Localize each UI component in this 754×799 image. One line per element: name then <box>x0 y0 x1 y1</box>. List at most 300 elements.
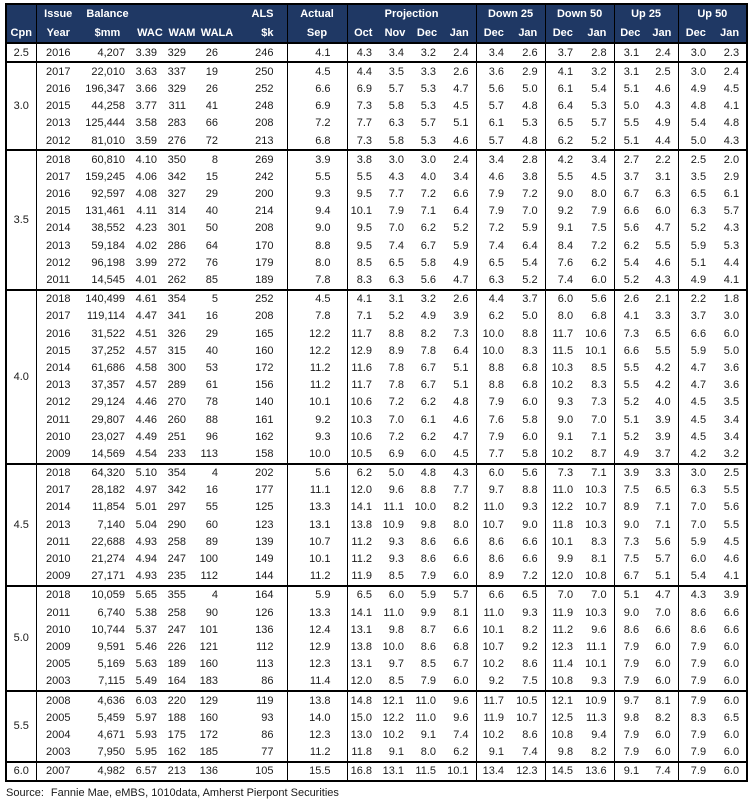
cell-actual-sep: 3.9 <box>287 150 347 168</box>
cell-wac: 4.10 <box>135 150 165 168</box>
cell-wala: 50 <box>199 220 235 237</box>
cell-actual-sep: 12.4 <box>287 621 347 638</box>
cell-wam: 354 <box>165 464 199 482</box>
table-row <box>6 550 747 567</box>
cell-wam: 355 <box>165 586 199 604</box>
header-up25-jan: Jan <box>646 23 678 43</box>
cell-year: 2008 <box>36 691 80 709</box>
cell-proj-jan: 4.7 <box>443 80 476 97</box>
cell-wala: 160 <box>199 656 235 673</box>
cell-proj-nov: 8.8 <box>379 325 411 342</box>
table-row <box>6 271 747 289</box>
cell-year: 2007 <box>36 762 80 781</box>
table-body <box>6 43 747 781</box>
cell-down25-dec: 5.6 <box>476 80 511 97</box>
cell-wac: 3.99 <box>135 254 165 271</box>
header-spacer <box>199 4 235 23</box>
cell-als-k: 165 <box>235 325 287 342</box>
cell-up25-jan: 5.5 <box>646 342 678 359</box>
cell-actual-sep: 12.3 <box>287 656 347 673</box>
cell-year: 2018 <box>36 586 80 604</box>
cell-balance-mm: 10,744 <box>80 621 135 638</box>
cell-wala: 61 <box>199 377 235 394</box>
cell-down50-dec: 3.7 <box>545 43 580 62</box>
header-proj-oct: Oct <box>347 23 379 43</box>
cell-wala: 29 <box>199 186 235 203</box>
cell-up25-dec: 3.1 <box>614 43 646 62</box>
cell-proj-nov: 10.9 <box>379 516 411 533</box>
cell-als-k: 242 <box>235 168 287 185</box>
cell-proj-dec: 8.7 <box>411 621 443 638</box>
cell-up50-jan: 5.3 <box>713 237 747 254</box>
cell-up25-jan: 4.6 <box>646 80 678 97</box>
cell-proj-dec: 6.2 <box>411 394 443 411</box>
cell-up25-jan: 4.4 <box>646 132 678 150</box>
cell-proj-jan: 6.4 <box>443 203 476 220</box>
cell-down50-jan: 3.2 <box>580 62 614 80</box>
cell-up25-jan: 3.3 <box>646 308 678 325</box>
cell-proj-oct: 10.6 <box>347 394 379 411</box>
table-row <box>6 325 747 342</box>
cell-down25-dec: 8.6 <box>476 550 511 567</box>
cell-up50-dec: 7.9 <box>678 762 713 781</box>
cell-balance-mm: 22,688 <box>80 533 135 550</box>
cell-up25-jan: 6.6 <box>646 621 678 638</box>
cell-wam: 341 <box>165 308 199 325</box>
cell-up25-jan: 4.2 <box>646 377 678 394</box>
cell-up25-jan: 6.0 <box>646 726 678 743</box>
cell-wam: 290 <box>165 516 199 533</box>
cell-up25-dec: 4.9 <box>614 445 646 463</box>
cell-wac: 3.59 <box>135 132 165 150</box>
cell-up25-dec: 8.6 <box>614 621 646 638</box>
cell-up50-dec: 7.9 <box>678 726 713 743</box>
cell-proj-oct: 6.9 <box>347 80 379 97</box>
cell-down50-dec: 6.2 <box>545 132 580 150</box>
cell-down50-jan: 10.1 <box>580 656 614 673</box>
cell-wala: 4 <box>199 586 235 604</box>
cell-up25-jan: 2.4 <box>646 43 678 62</box>
cell-balance-mm: 11,854 <box>80 499 135 516</box>
cell-proj-dec: 6.7 <box>411 237 443 254</box>
cell-down25-jan: 5.9 <box>511 220 545 237</box>
cell-balance-mm: 4,636 <box>80 691 135 709</box>
cell-down25-dec: 10.7 <box>476 516 511 533</box>
header-spacer <box>135 4 165 23</box>
header-projection: Projection <box>347 4 476 23</box>
cell-up50-jan: 3.5 <box>713 394 747 411</box>
cell-proj-nov: 8.5 <box>379 673 411 691</box>
cell-down50-jan: 10.1 <box>580 342 614 359</box>
header-balance: Balance <box>80 4 135 23</box>
cell-wac: 5.49 <box>135 673 165 691</box>
cell-down50-dec: 7.0 <box>545 586 580 604</box>
cell-up50-jan: 6.0 <box>713 726 747 743</box>
cell-proj-nov: 5.8 <box>379 98 411 115</box>
cell-down50-dec: 8.4 <box>545 237 580 254</box>
cell-wala: 136 <box>199 762 235 781</box>
cell-wac: 4.46 <box>135 394 165 411</box>
cell-up50-jan: 6.6 <box>713 604 747 621</box>
cell-year: 2014 <box>36 220 80 237</box>
cell-proj-oct: 12.0 <box>347 482 379 499</box>
cell-als-k: 126 <box>235 604 287 621</box>
cell-up50-dec: 4.7 <box>678 377 713 394</box>
cell-als-k: 140 <box>235 394 287 411</box>
cell-wac: 6.03 <box>135 691 165 709</box>
cell-balance-mm: 7,115 <box>80 673 135 691</box>
cell-balance-mm: 159,245 <box>80 168 135 185</box>
cell-proj-dec: 7.2 <box>411 186 443 203</box>
cell-up50-dec: 8.6 <box>678 604 713 621</box>
cell-down25-dec: 8.8 <box>476 359 511 376</box>
cell-down50-dec: 9.3 <box>545 394 580 411</box>
cell-up50-dec: 6.0 <box>678 550 713 567</box>
cell-up25-jan: 7.1 <box>646 499 678 516</box>
cell-cpn: 5.0 <box>6 586 36 691</box>
cell-down50-dec: 12.0 <box>545 568 580 586</box>
cell-down50-jan: 6.8 <box>580 308 614 325</box>
cell-down25-jan: 8.3 <box>511 342 545 359</box>
cell-als-k: 123 <box>235 516 287 533</box>
cell-down50-dec: 9.0 <box>545 411 580 428</box>
cell-wam: 272 <box>165 254 199 271</box>
cell-wam: 286 <box>165 237 199 254</box>
cell-proj-nov: 5.2 <box>379 308 411 325</box>
cell-proj-nov: 7.2 <box>379 394 411 411</box>
table-row <box>6 604 747 621</box>
cell-down50-jan: 10.7 <box>580 499 614 516</box>
cell-up50-dec: 4.9 <box>678 80 713 97</box>
cell-up50-jan: 5.5 <box>713 516 747 533</box>
cell-als-k: 77 <box>235 744 287 762</box>
cell-actual-sep: 13.1 <box>287 516 347 533</box>
cell-wam: 233 <box>165 445 199 463</box>
cell-down25-dec: 7.6 <box>476 411 511 428</box>
cell-down25-dec: 3.6 <box>476 62 511 80</box>
cell-up50-jan: 5.0 <box>713 342 747 359</box>
cell-proj-oct: 4.3 <box>347 43 379 62</box>
header-proj-jan: Jan <box>443 23 476 43</box>
cell-proj-oct: 10.5 <box>347 445 379 463</box>
cell-down50-dec: 9.8 <box>545 744 580 762</box>
table-row <box>6 428 747 445</box>
table-row <box>6 168 747 185</box>
cell-up50-jan: 2.5 <box>713 464 747 482</box>
cell-proj-dec: 7.9 <box>411 568 443 586</box>
cell-up25-jan: 4.7 <box>646 586 678 604</box>
cell-down50-jan: 5.7 <box>580 115 614 132</box>
cell-down25-dec: 10.0 <box>476 342 511 359</box>
cell-balance-mm: 44,258 <box>80 98 135 115</box>
cell-wala: 64 <box>199 237 235 254</box>
cell-proj-jan: 2.4 <box>443 43 476 62</box>
table-row <box>6 237 747 254</box>
cell-down25-jan: 6.0 <box>511 394 545 411</box>
cell-year: 2014 <box>36 499 80 516</box>
cell-wala: 40 <box>199 203 235 220</box>
cell-balance-mm: 125,444 <box>80 115 135 132</box>
cell-proj-jan: 4.5 <box>443 445 476 463</box>
prepayment-speeds-table <box>5 3 748 782</box>
cell-wam: 297 <box>165 499 199 516</box>
cell-wam: 283 <box>165 115 199 132</box>
cell-up50-jan: 2.3 <box>713 43 747 62</box>
cell-proj-jan: 6.8 <box>443 638 476 655</box>
cell-up50-dec: 3.0 <box>678 43 713 62</box>
cell-down50-dec: 10.3 <box>545 359 580 376</box>
cell-als-k: 158 <box>235 445 287 463</box>
cell-down50-jan: 6.2 <box>580 254 614 271</box>
cell-actual-sep: 10.1 <box>287 550 347 567</box>
cell-down50-dec: 10.2 <box>545 377 580 394</box>
cell-balance-mm: 4,671 <box>80 726 135 743</box>
cell-als-k: 214 <box>235 203 287 220</box>
cell-balance-mm: 29,124 <box>80 394 135 411</box>
cell-up50-dec: 5.4 <box>678 115 713 132</box>
table-row <box>6 568 747 586</box>
cell-als-k: 208 <box>235 115 287 132</box>
cell-actual-sep: 11.2 <box>287 568 347 586</box>
cell-wac: 4.93 <box>135 568 165 586</box>
cell-up50-jan: 4.8 <box>713 115 747 132</box>
header-wam: WAM <box>165 23 199 43</box>
cell-up25-dec: 9.7 <box>614 691 646 709</box>
cell-als-k: 136 <box>235 621 287 638</box>
cell-proj-jan: 4.9 <box>443 254 476 271</box>
cell-up50-dec: 4.9 <box>678 271 713 289</box>
cell-wala: 96 <box>199 428 235 445</box>
cell-wac: 4.47 <box>135 308 165 325</box>
cell-up50-jan: 2.0 <box>713 150 747 168</box>
cell-wam: 258 <box>165 533 199 550</box>
cell-up50-jan: 3.4 <box>713 411 747 428</box>
cell-actual-sep: 14.0 <box>287 709 347 726</box>
cell-year: 2017 <box>36 168 80 185</box>
cell-up50-jan: 3.6 <box>713 359 747 376</box>
cell-proj-oct: 5.5 <box>347 168 379 185</box>
cell-proj-dec: 3.0 <box>411 150 443 168</box>
header-up50-dec: Dec <box>678 23 713 43</box>
table-row <box>6 290 747 308</box>
cell-proj-nov: 8.5 <box>379 568 411 586</box>
cell-up50-dec: 7.0 <box>678 499 713 516</box>
cell-wam: 188 <box>165 709 199 726</box>
cell-proj-oct: 9.5 <box>347 220 379 237</box>
table-row <box>6 359 747 376</box>
cell-proj-oct: 13.1 <box>347 621 379 638</box>
cell-wam: 175 <box>165 726 199 743</box>
cell-year: 2013 <box>36 115 80 132</box>
cell-wala: 112 <box>199 568 235 586</box>
cell-proj-nov: 8.9 <box>379 342 411 359</box>
cell-als-k: 246 <box>235 43 287 62</box>
cell-proj-oct: 14.1 <box>347 499 379 516</box>
cell-down25-jan: 8.8 <box>511 325 545 342</box>
table-row <box>6 499 747 516</box>
cell-down25-dec: 7.9 <box>476 186 511 203</box>
cell-als-k: 250 <box>235 62 287 80</box>
cell-proj-nov: 7.0 <box>379 411 411 428</box>
cell-proj-dec: 8.8 <box>411 482 443 499</box>
cell-balance-mm: 21,274 <box>80 550 135 567</box>
cell-down50-dec: 14.5 <box>545 762 580 781</box>
cell-up50-jan: 6.0 <box>713 691 747 709</box>
cell-down25-dec: 6.3 <box>476 271 511 289</box>
cell-proj-jan: 8.2 <box>443 499 476 516</box>
cell-up25-dec: 5.1 <box>614 80 646 97</box>
cell-actual-sep: 4.5 <box>287 62 347 80</box>
cell-proj-oct: 12.9 <box>347 342 379 359</box>
cell-proj-jan: 6.2 <box>443 744 476 762</box>
cell-proj-jan: 7.3 <box>443 325 476 342</box>
cell-wac: 4.46 <box>135 411 165 428</box>
cell-balance-mm: 14,569 <box>80 445 135 463</box>
cell-cpn: 3.5 <box>6 150 36 290</box>
cell-proj-jan: 6.6 <box>443 550 476 567</box>
cell-als-k: 202 <box>235 464 287 482</box>
cell-wala: 72 <box>199 132 235 150</box>
cell-wam: 315 <box>165 342 199 359</box>
cell-up50-dec: 8.3 <box>678 709 713 726</box>
cell-down25-jan: 6.8 <box>511 377 545 394</box>
table-row <box>6 762 747 781</box>
cell-wala: 76 <box>199 254 235 271</box>
cell-proj-oct: 7.1 <box>347 308 379 325</box>
cell-year: 2009 <box>36 568 80 586</box>
cell-als-k: 112 <box>235 638 287 655</box>
cell-up25-jan: 6.3 <box>646 186 678 203</box>
cell-balance-mm: 5,169 <box>80 656 135 673</box>
cell-up50-dec: 6.3 <box>678 203 713 220</box>
cell-actual-sep: 4.5 <box>287 290 347 308</box>
cell-up25-dec: 5.2 <box>614 428 646 445</box>
cell-proj-jan: 9.6 <box>443 691 476 709</box>
cell-up25-jan: 5.1 <box>646 568 678 586</box>
cell-balance-mm: 23,027 <box>80 428 135 445</box>
cell-up25-dec: 6.7 <box>614 568 646 586</box>
cell-down25-dec: 11.7 <box>476 691 511 709</box>
cell-down25-dec: 5.7 <box>476 132 511 150</box>
table-row <box>6 98 747 115</box>
cell-up50-dec: 5.9 <box>678 533 713 550</box>
cell-actual-sep: 12.2 <box>287 342 347 359</box>
cell-proj-dec: 11.0 <box>411 691 443 709</box>
cell-down25-dec: 10.2 <box>476 656 511 673</box>
cell-year: 2009 <box>36 638 80 655</box>
table-header <box>6 4 747 43</box>
cell-balance-mm: 7,950 <box>80 744 135 762</box>
table-row <box>6 691 747 709</box>
cell-up50-dec: 7.9 <box>678 673 713 691</box>
header-als: ALS <box>235 4 287 23</box>
header-cpn-spacer <box>6 4 36 23</box>
cell-up50-jan: 6.1 <box>713 186 747 203</box>
cell-up25-dec: 4.1 <box>614 308 646 325</box>
cell-proj-dec: 6.7 <box>411 359 443 376</box>
cell-wala: 41 <box>199 98 235 115</box>
cell-down25-jan: 8.6 <box>511 656 545 673</box>
cell-year: 2004 <box>36 726 80 743</box>
table-row <box>6 621 747 638</box>
cell-als-k: 252 <box>235 80 287 97</box>
cell-up50-dec: 6.3 <box>678 482 713 499</box>
cell-balance-mm: 61,686 <box>80 359 135 376</box>
cell-down50-jan: 5.4 <box>580 80 614 97</box>
table-row <box>6 342 747 359</box>
cell-proj-oct: 10.1 <box>347 203 379 220</box>
cell-down25-dec: 11.9 <box>476 709 511 726</box>
cell-down25-jan: 7.0 <box>511 203 545 220</box>
cell-up25-dec: 2.7 <box>614 150 646 168</box>
cell-proj-jan: 7.4 <box>443 726 476 743</box>
cell-actual-sep: 6.9 <box>287 98 347 115</box>
cell-down50-jan: 2.8 <box>580 43 614 62</box>
table-row <box>6 186 747 203</box>
cell-proj-nov: 9.7 <box>379 656 411 673</box>
cell-wala: 55 <box>199 499 235 516</box>
cell-proj-nov: 11.0 <box>379 604 411 621</box>
cell-balance-mm: 27,171 <box>80 568 135 586</box>
cell-up50-jan: 4.3 <box>713 220 747 237</box>
cell-wala: 129 <box>199 691 235 709</box>
cell-wac: 4.94 <box>135 550 165 567</box>
cell-year: 2016 <box>36 80 80 97</box>
table-row <box>6 709 747 726</box>
table-row <box>6 673 747 691</box>
cell-proj-dec: 6.1 <box>411 411 443 428</box>
cell-down50-dec: 12.3 <box>545 638 580 655</box>
cell-actual-sep: 13.3 <box>287 499 347 516</box>
cell-down25-dec: 7.4 <box>476 237 511 254</box>
cell-wac: 4.61 <box>135 290 165 308</box>
cell-proj-jan: 5.1 <box>443 115 476 132</box>
cell-up25-dec: 9.0 <box>614 604 646 621</box>
cell-wac: 5.04 <box>135 516 165 533</box>
cell-up25-jan: 6.0 <box>646 673 678 691</box>
cell-wam: 251 <box>165 428 199 445</box>
table-row <box>6 43 747 62</box>
cell-wam: 342 <box>165 168 199 185</box>
cell-actual-sep: 11.2 <box>287 744 347 762</box>
cell-down50-jan: 9.6 <box>580 621 614 638</box>
cell-proj-dec: 5.9 <box>411 586 443 604</box>
cell-year: 2016 <box>36 325 80 342</box>
cell-wam: 213 <box>165 762 199 781</box>
table-row <box>6 220 747 237</box>
cell-wam: 262 <box>165 271 199 289</box>
cell-down25-jan: 4.8 <box>511 98 545 115</box>
cell-als-k: 170 <box>235 237 287 254</box>
cell-proj-oct: 11.6 <box>347 359 379 376</box>
cell-actual-sep: 12.3 <box>287 726 347 743</box>
cell-als-k: 172 <box>235 359 287 376</box>
cell-down25-jan: 6.5 <box>511 586 545 604</box>
cell-proj-dec: 8.6 <box>411 638 443 655</box>
cell-down25-dec: 13.4 <box>476 762 511 781</box>
cell-up50-jan: 4.6 <box>713 550 747 567</box>
cell-up50-dec: 8.6 <box>678 621 713 638</box>
cell-proj-jan: 4.7 <box>443 428 476 445</box>
cell-wac: 4.49 <box>135 428 165 445</box>
cell-balance-mm: 6,740 <box>80 604 135 621</box>
cell-als-k: 105 <box>235 762 287 781</box>
cell-down50-jan: 7.2 <box>580 237 614 254</box>
cell-proj-jan: 5.9 <box>443 237 476 254</box>
cell-proj-nov: 12.2 <box>379 709 411 726</box>
cell-down50-dec: 9.9 <box>545 550 580 567</box>
cell-proj-oct: 11.7 <box>347 325 379 342</box>
